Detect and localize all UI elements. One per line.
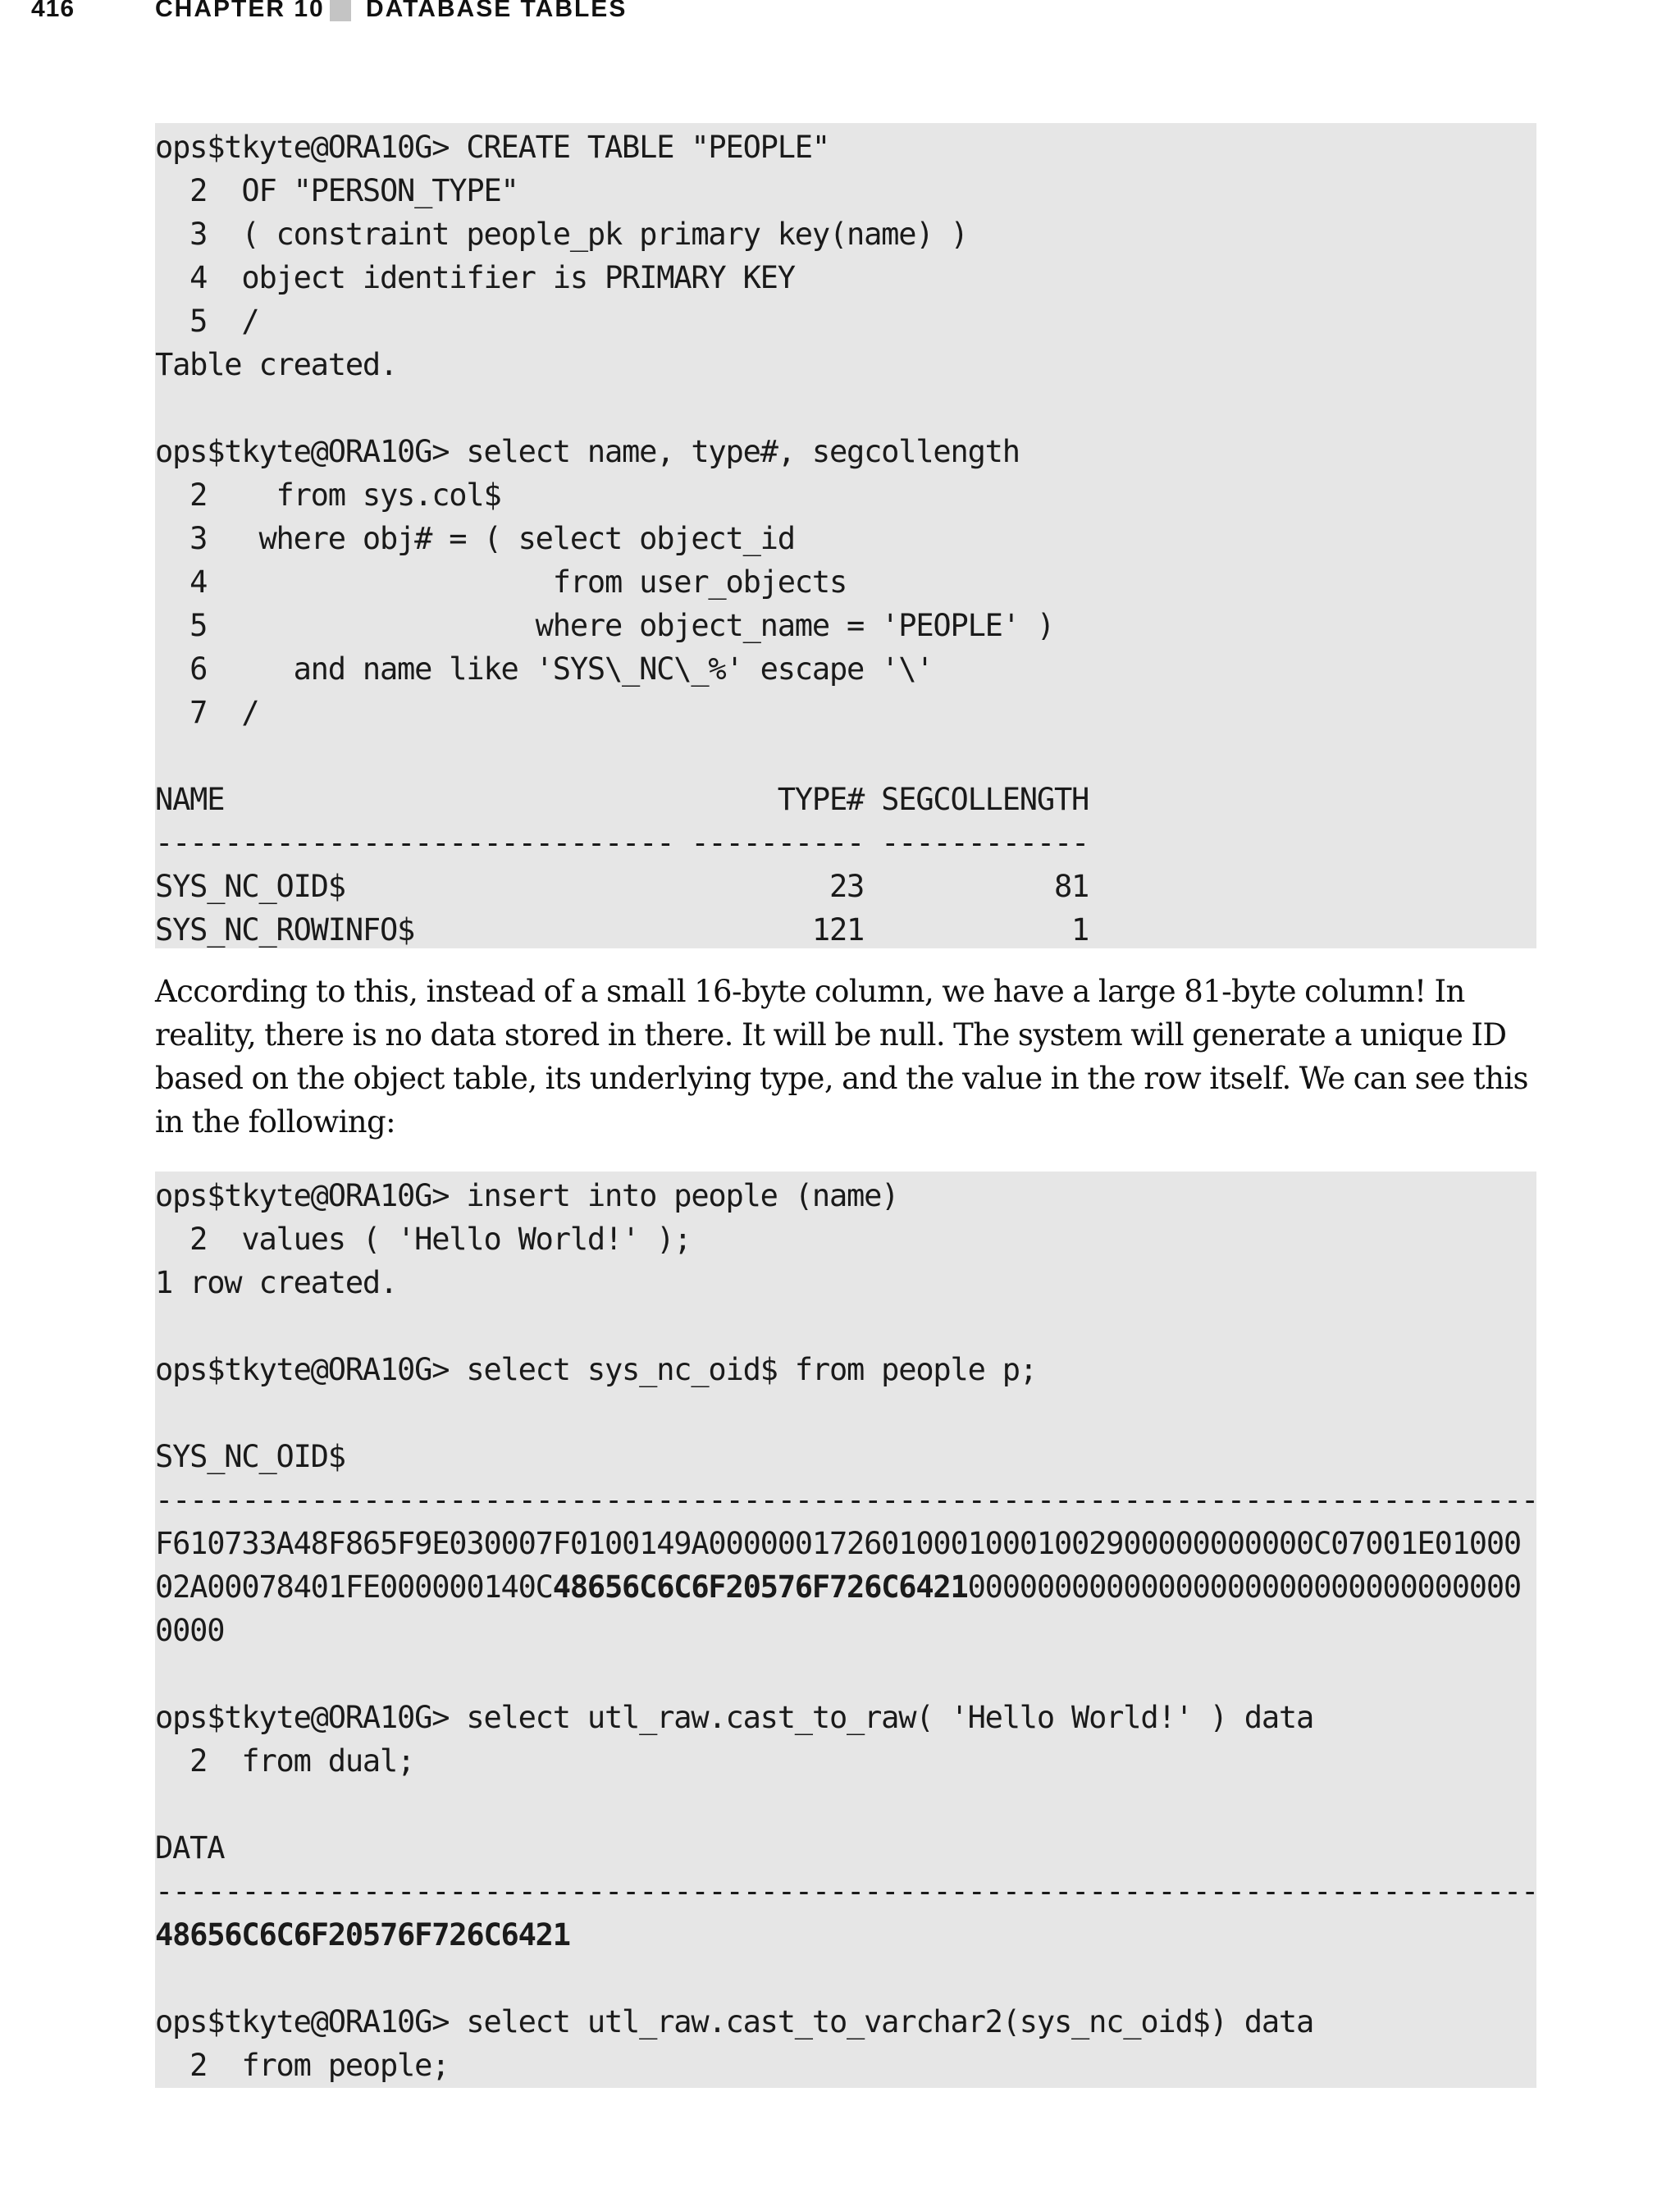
chapter-label: CHAPTER 10 xyxy=(155,0,325,22)
result-column-header: SYS_NC_OID$ xyxy=(155,1439,345,1474)
code-line: 4 from user_objects xyxy=(155,564,847,600)
code-line: 5 / xyxy=(155,304,259,339)
oid-hex-line: 0000 xyxy=(155,1613,225,1648)
code-line: ops$tkyte@ORA10G> select utl_raw.cast_to_varchar2(sys_nc_oid$) data xyxy=(155,2004,1314,2039)
running-header xyxy=(0,0,1680,33)
code-line: 2 OF "PERSON_TYPE" xyxy=(155,173,518,208)
code-line: 2 from sys.col$ xyxy=(155,477,501,513)
code-line xyxy=(155,386,1536,430)
page-number: 416 xyxy=(31,0,75,22)
result-row: SYS_NC_ROWINFO$ 121 1 xyxy=(155,912,1089,948)
code-line xyxy=(155,1957,1536,2000)
hex-suffix: 00000000000000000000000000000000 xyxy=(967,1569,1522,1605)
code-listing-body xyxy=(155,1174,1539,2087)
oid-hex-line xyxy=(155,1565,1536,1609)
code-line: 7 / xyxy=(155,695,259,730)
code-listing-insert-and-query xyxy=(155,1172,1539,2088)
result-column-header: DATA xyxy=(155,1830,225,1866)
result-separator: -------------------------------------------------------------------------------- xyxy=(155,1874,1539,1909)
data-value-bold: 48656C6C6F20576F726C6421 xyxy=(155,1917,570,1953)
code-line: 4 object identifier is PRIMARY KEY xyxy=(155,260,795,295)
code-line xyxy=(155,1783,1536,1826)
result-separator: -------------------------------------------------------------------------------- xyxy=(155,1482,1539,1518)
code-line: ops$tkyte@ORA10G> select name, type#, segcollength xyxy=(155,434,1020,469)
hex-prefix: 02A00078401FE000000140C xyxy=(155,1569,553,1605)
code-line xyxy=(155,734,1536,778)
code-line: 3 where obj# = ( select object_id xyxy=(155,521,795,556)
code-line xyxy=(155,1652,1536,1696)
code-line: 6 and name like 'SYS\_NC\_%' escape '\' xyxy=(155,651,934,687)
code-line xyxy=(155,1304,1536,1348)
body-paragraph: According to this, instead of a small 16-byte column, we have a large 81-byte column! In reality, there is no data stored in there. It will be null. The system will generate a unique ID based on the object table, its underlying type, and the value in the row itself. We can see this in the following: xyxy=(155,974,1528,1140)
code-listing-body xyxy=(155,126,1536,952)
code-listing-create-table xyxy=(155,123,1536,948)
oid-hex-line: F610733A48F865F9E030007F0100149A00000017260100010001002900000000000C07001E01000 xyxy=(155,1526,1521,1561)
result-column-headers: NAME TYPE# SEGCOLLENGTH xyxy=(155,782,1089,817)
header-separator-square xyxy=(330,0,351,21)
code-line: 5 where object_name = 'PEOPLE' ) xyxy=(155,608,1054,643)
section-title: DATABASE TABLES xyxy=(366,0,628,22)
code-line: 1 row created. xyxy=(155,1265,398,1300)
code-line: 2 values ( 'Hello World!' ); xyxy=(155,1222,692,1257)
result-separator: ------------------------------ ---------- ------------ xyxy=(155,825,1089,861)
hex-hello-world-bold: 48656C6C6F20576F726C6421 xyxy=(552,1569,968,1605)
code-line: ops$tkyte@ORA10G> select utl_raw.cast_to_raw( 'Hello World!' ) data xyxy=(155,1700,1314,1735)
result-row: SYS_NC_OID$ 23 81 xyxy=(155,869,1089,904)
code-line: ops$tkyte@ORA10G> insert into people (name) xyxy=(155,1178,899,1213)
code-line: 3 ( constraint people_pk primary key(name) ) xyxy=(155,217,968,252)
code-line xyxy=(155,1391,1536,1435)
code-line: 2 from people; xyxy=(155,2048,450,2083)
code-line: ops$tkyte@ORA10G> CREATE TABLE "PEOPLE" xyxy=(155,130,829,165)
code-line: 2 from dual; xyxy=(155,1743,415,1779)
code-line: Table created. xyxy=(155,347,398,382)
code-line: ops$tkyte@ORA10G> select sys_nc_oid$ from people p; xyxy=(155,1352,1037,1387)
